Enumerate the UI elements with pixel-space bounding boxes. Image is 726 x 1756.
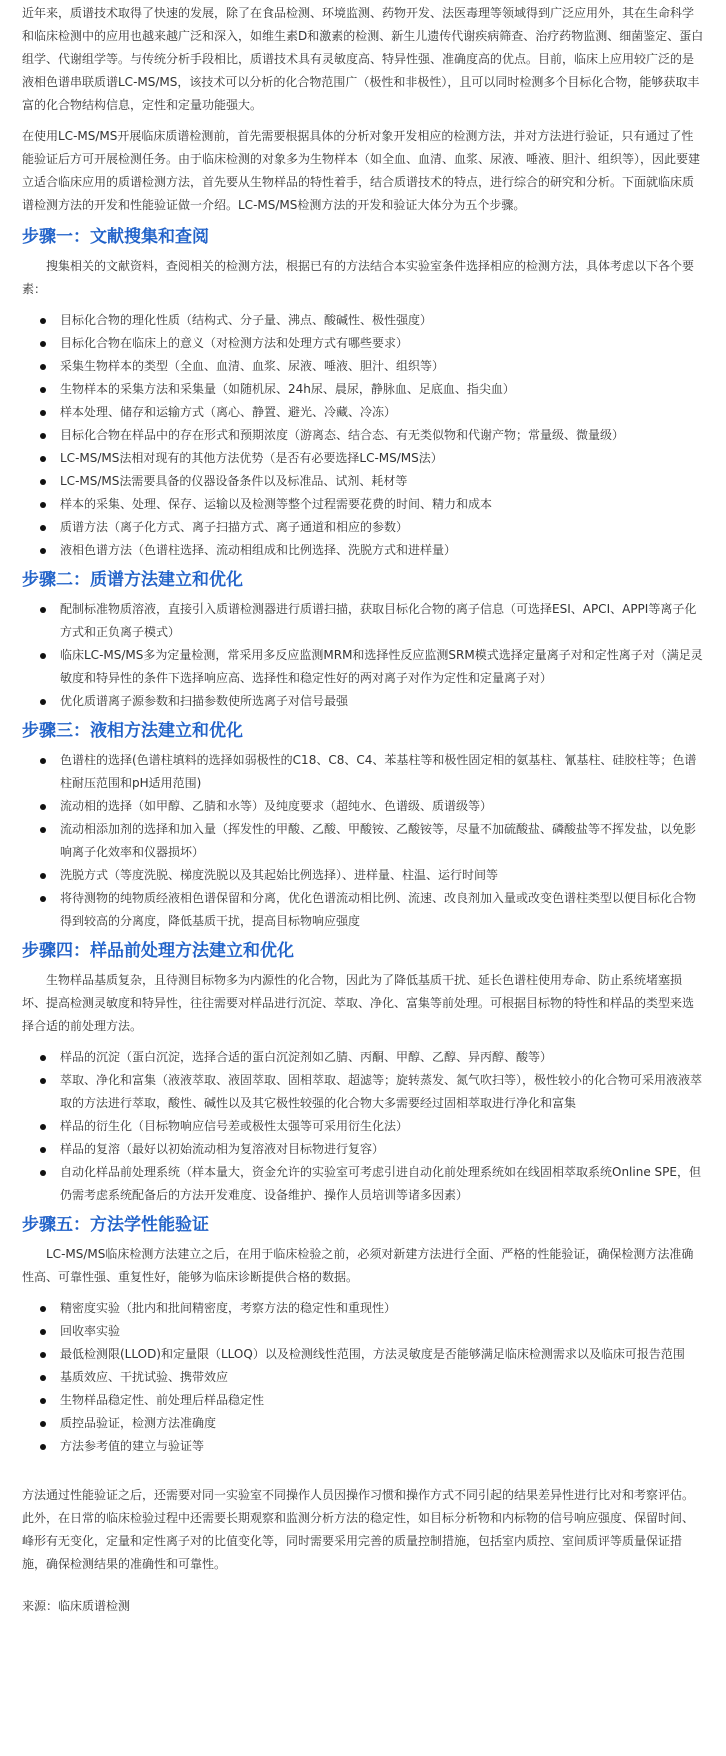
intro-paragraph-1: 近年来，质谱技术取得了快速的发展，除了在食品检测、环境监测、药物开发、法医毒理等领域得到广泛应用外，其在生命科学和临床检测中的应用也越来越广泛和深入，如维生素D和激素的检测、新生儿遗传代谢疾病筛查、治疗药物监测、细菌鉴定、蛋白组学、代谢组学等。与传统分析手段相比，质谱技术具有灵敏度高、特异性强、准确度高的优点。目前，临床上应用较广泛的是液相色谱串联质谱LC-MS/MS，该技术可以分析的化合物范围广（极性和非极性），且可以同时检测多个目标化合物，能够获取丰富的化合物结构信息，定性和定量功能强大。	[22, 6, 704, 112]
step4-heading: 步骤四：样品前处理方法建立和优化	[22, 941, 294, 961]
list-item: 样本处理、储存和运输方式（离心、静置、避光、冷藏、冷冻）	[60, 401, 704, 424]
step1-paragraph: 搜集相关的文献资料，查阅相关的检测方法，根据已有的方法结合本实验室条件选择相应的检测方法，具体考虑以下各个要素：	[22, 259, 695, 296]
list-item: 回收率实验	[60, 1320, 704, 1343]
step4-list	[22, 1046, 704, 1207]
list-item: 目标化合物在样品中的存在形式和预期浓度（游离态、结合态、有无类似物和代谢产物；常量级、微量级）	[60, 424, 704, 447]
step1-heading: 步骤一：文献搜集和查阅	[22, 227, 209, 247]
list-item: 临床LC-MS/MS多为定量检测，常采用多反应监测MRM和选择性反应监测SRM模式选择定量离子对和定性离子对（满足灵敏度和特异性的条件下选择响应高、选择性和稳定性好的两对离子对作为定性和定量离子对）	[60, 644, 704, 690]
list-item: 基质效应、干扰试验、携带效应	[60, 1366, 704, 1389]
list-item: 流动相的选择（如甲醇、乙腈和水等）及纯度要求（超纯水、色谱级、质谱级等）	[60, 795, 704, 818]
list-item: 样品的衍生化（目标物响应信号差或极性太强等可采用衍生化法）	[60, 1115, 704, 1138]
step5-heading: 步骤五：方法学性能验证	[22, 1215, 209, 1235]
list-item: 质谱方法（离子化方式、离子扫描方式、离子通道和相应的参数）	[60, 516, 704, 539]
list-item: 样本的采集、处理、保存、运输以及检测等整个过程需要花费的时间、精力和成本	[60, 493, 704, 516]
list-item: 最低检测限(LLOD)和定量限（LLOQ）以及检测线性范围，方法灵敏度是否能够满足临床检测需求以及临床可报告范围	[60, 1343, 704, 1366]
step2-list	[22, 598, 704, 713]
list-item: 洗脱方式（等度洗脱、梯度洗脱以及其起始比例选择）、进样量、柱温、运行时间等	[60, 864, 704, 887]
list-item: 目标化合物在临床上的意义（对检测方法和处理方式有哪些要求）	[60, 332, 704, 355]
intro-paragraph-2: 在使用LC-MS/MS开展临床质谱检测前，首先需要根据具体的分析对象开发相应的检测方法，并对方法进行验证，只有通过了性能验证后方可开展检测任务。由于临床检测的对象多为生物样本（如全血、血清、血浆、尿液、唾液、胆汁、组织等），因此要建立适合临床应用的质谱检测方法，首先要从生物样品的特性着手，结合质谱技术的特点，进行综合的研究和分析。下面就临床质谱检测方法的开发和性能验证做一介绍。LC-MS/MS检测方法的开发和验证大体分为五个步骤。	[22, 129, 701, 212]
list-item: 质控品验证，检测方法准确度	[60, 1412, 704, 1435]
list-item: 液相色谱方法（色谱柱选择、流动相组成和比例选择、洗脱方式和进样量）	[60, 539, 704, 562]
list-item: 自动化样品前处理系统（样本量大，资金允许的实验室可考虑引进自动化前处理系统如在线固相萃取系统Online SPE，但仍需考虑系统配备后的方法开发难度、设备维护、操作人员培训等诸多因素）	[60, 1161, 704, 1207]
list-item: 配制标准物质溶液，直接引入质谱检测器进行质谱扫描，获取目标化合物的离子信息（可选择ESI、APCI、APPI等离子化方式和正负离子模式）	[60, 598, 704, 644]
list-item: 优化质谱离子源参数和扫描参数使所选离子对信号最强	[60, 690, 704, 713]
list-item: 样品的沉淀（蛋白沉淀，选择合适的蛋白沉淀剂如乙腈、丙酮、甲醇、乙醇、异丙醇、酸等）	[60, 1046, 704, 1069]
conclusion-paragraph: 方法通过性能验证之后，还需要对同一实验室不同操作人员因操作习惯和操作方式不同引起的结果差异性进行比对和考察评估。此外，在日常的临床检验过程中还需要长期观察和监测分析方法的稳定性，如目标分析物和内标物的信号响应强度、保留时间、峰形有无变化，定量和定性离子对的比值变化等，同时需要采用完善的质量控制措施，包括室内质控、室间质评等质量保证措施，确保检测结果的准确性和可靠性。	[22, 1488, 695, 1571]
spacer	[22, 1464, 704, 1484]
list-item: LC-MS/MS法相对现有的其他方法优势（是否有必要选择LC-MS/MS法）	[60, 447, 704, 470]
step3-heading: 步骤三：液相方法建立和优化	[22, 721, 243, 741]
step2-heading: 步骤二：质谱方法建立和优化	[22, 570, 243, 590]
list-item: 生物样本的采集方法和采集量（如随机尿、24h尿、晨尿，静脉血、足底血、指尖血）	[60, 378, 704, 401]
list-item: 将待测物的纯物质经液相色谱保留和分离，优化色谱流动相比例、流速、改良剂加入量或改变色谱柱类型以便目标化合物得到较高的分离度，降低基质干扰，提高目标物响应强度	[60, 887, 704, 933]
list-item: 采集生物样本的类型（全血、血清、血浆、尿液、唾液、胆汁、组织等）	[60, 355, 704, 378]
step5-paragraph: LC-MS/MS临床检测方法建立之后，在用于临床检验之前，必须对新建方法进行全面、严格的性能验证，确保检测方法准确性高、可靠性强、重复性好，能够为临床诊断提供合格的数据。	[22, 1247, 694, 1284]
list-item: 样品的复溶（最好以初始流动相为复溶液对目标物进行复容）	[60, 1138, 704, 1161]
list-item: LC-MS/MS法需要具备的仪器设备条件以及标准品、试剂、耗材等	[60, 470, 704, 493]
step3-list	[22, 749, 704, 933]
list-item: 精密度实验（批内和批间精密度，考察方法的稳定性和重现性）	[60, 1297, 704, 1320]
list-item: 色谱柱的选择(色谱柱填料的选择如弱极性的C18、C8、C4、苯基柱等和极性固定相的氨基柱、氰基柱、硅胶柱等；色谱柱耐压范围和pH适用范围)	[60, 749, 704, 795]
list-item: 萃取、净化和富集（液液萃取、液固萃取、固相萃取、超滤等；旋转蒸发、氮气吹扫等），极性较小的化合物可采用液液萃取的方法进行萃取，酸性、碱性以及其它极性较强的化合物大多需要经过固相萃取进行净化和富集	[60, 1069, 704, 1115]
list-item: 方法参考值的建立与验证等	[60, 1435, 704, 1458]
step4-paragraph: 生物样品基质复杂，且待测目标物多为内源性的化合物，因此为了降低基质干扰、延长色谱柱使用寿命、防止系统堵塞损坏、提高检测灵敏度和特异性，往往需要对样品进行沉淀、萃取、净化、富集等前处理。可根据目标物的特性和样品的类型来选择合适的前处理方法。	[22, 973, 695, 1033]
source-line: 来源：临床质谱检测	[22, 1599, 131, 1613]
list-item: 生物样品稳定性、前处理后样品稳定性	[60, 1389, 704, 1412]
step5-list	[22, 1297, 704, 1458]
step1-list	[22, 309, 704, 562]
list-item: 目标化合物的理化性质（结构式、分子量、沸点、酸碱性、极性强度）	[60, 309, 704, 332]
list-item: 流动相添加剂的选择和加入量（挥发性的甲酸、乙酸、甲酸铵、乙酸铵等，尽量不加硫酸盐、磷酸盐等不挥发盐，以免影响离子化效率和仪器损坏）	[60, 818, 704, 864]
